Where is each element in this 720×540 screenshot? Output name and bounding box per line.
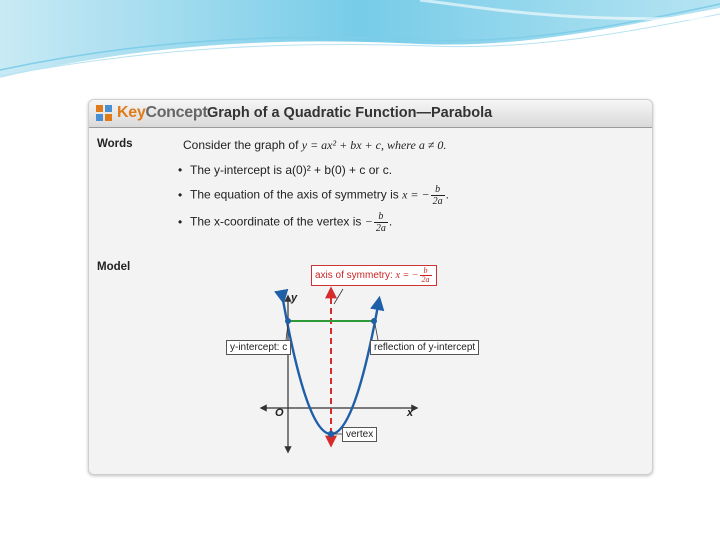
bullet-text: The y-intercept is a(0)² + b(0) + c or c.: [190, 163, 393, 177]
x-axis-label: x: [407, 407, 414, 419]
axis-of-symmetry-callout: [311, 265, 437, 286]
origin-label: O: [275, 407, 284, 419]
intro-condition: , where a ≠ 0.: [380, 138, 447, 152]
reflection-point: [371, 318, 377, 324]
intro-equation: y = ax² + bx + c: [301, 138, 381, 152]
callout-fraction: [420, 267, 432, 284]
bullet-text: The equation of the axis of symmetry is: [190, 187, 399, 202]
period: .: [388, 214, 393, 229]
reflection-callout: reflection of y-intercept: [370, 340, 479, 355]
axis-of-symmetry-leader: [334, 289, 343, 304]
period: .: [445, 187, 449, 202]
vertex-point: [328, 431, 334, 437]
card-title: Graph of a Quadratic Function—Parabola: [207, 105, 493, 121]
brand-key: Key: [117, 104, 146, 121]
equation-lhs: −: [364, 214, 373, 229]
equation-lhs: x = −: [402, 187, 430, 202]
brand-concept: Concept: [145, 104, 208, 121]
y-intercept-callout: y-intercept: c: [226, 340, 291, 355]
fraction-denominator: 2a: [432, 196, 443, 207]
intro-prefix: Consider the graph of: [183, 138, 299, 152]
bullet-dot-icon: •: [178, 187, 183, 202]
fraction-numerator: b: [431, 184, 445, 196]
vertex-callout: vertex: [342, 427, 377, 442]
fraction-numerator: b: [374, 211, 388, 223]
model-label: Model: [97, 261, 131, 273]
y-intercept-point: [285, 318, 291, 324]
words-label: Words: [97, 138, 133, 150]
reflection-leader: [375, 324, 378, 340]
callout-fraction-denominator: 2a: [421, 275, 430, 284]
callout-fraction-numerator: b: [420, 267, 432, 276]
parabola-graph: [89, 100, 652, 474]
callout-lhs: x = −: [395, 270, 419, 282]
callout-prefix: axis of symmetry:: [315, 270, 393, 282]
bullet-dot-icon: •: [178, 163, 183, 177]
bullet-text: The x-coordinate of the vertex is: [190, 214, 362, 229]
fraction-denominator: 2a: [375, 223, 386, 234]
decorative-swoosh-header: [0, 0, 720, 90]
y-axis-label: y: [291, 292, 298, 304]
key-concept-card: [88, 99, 653, 475]
bullet-dot-icon: •: [178, 214, 183, 229]
